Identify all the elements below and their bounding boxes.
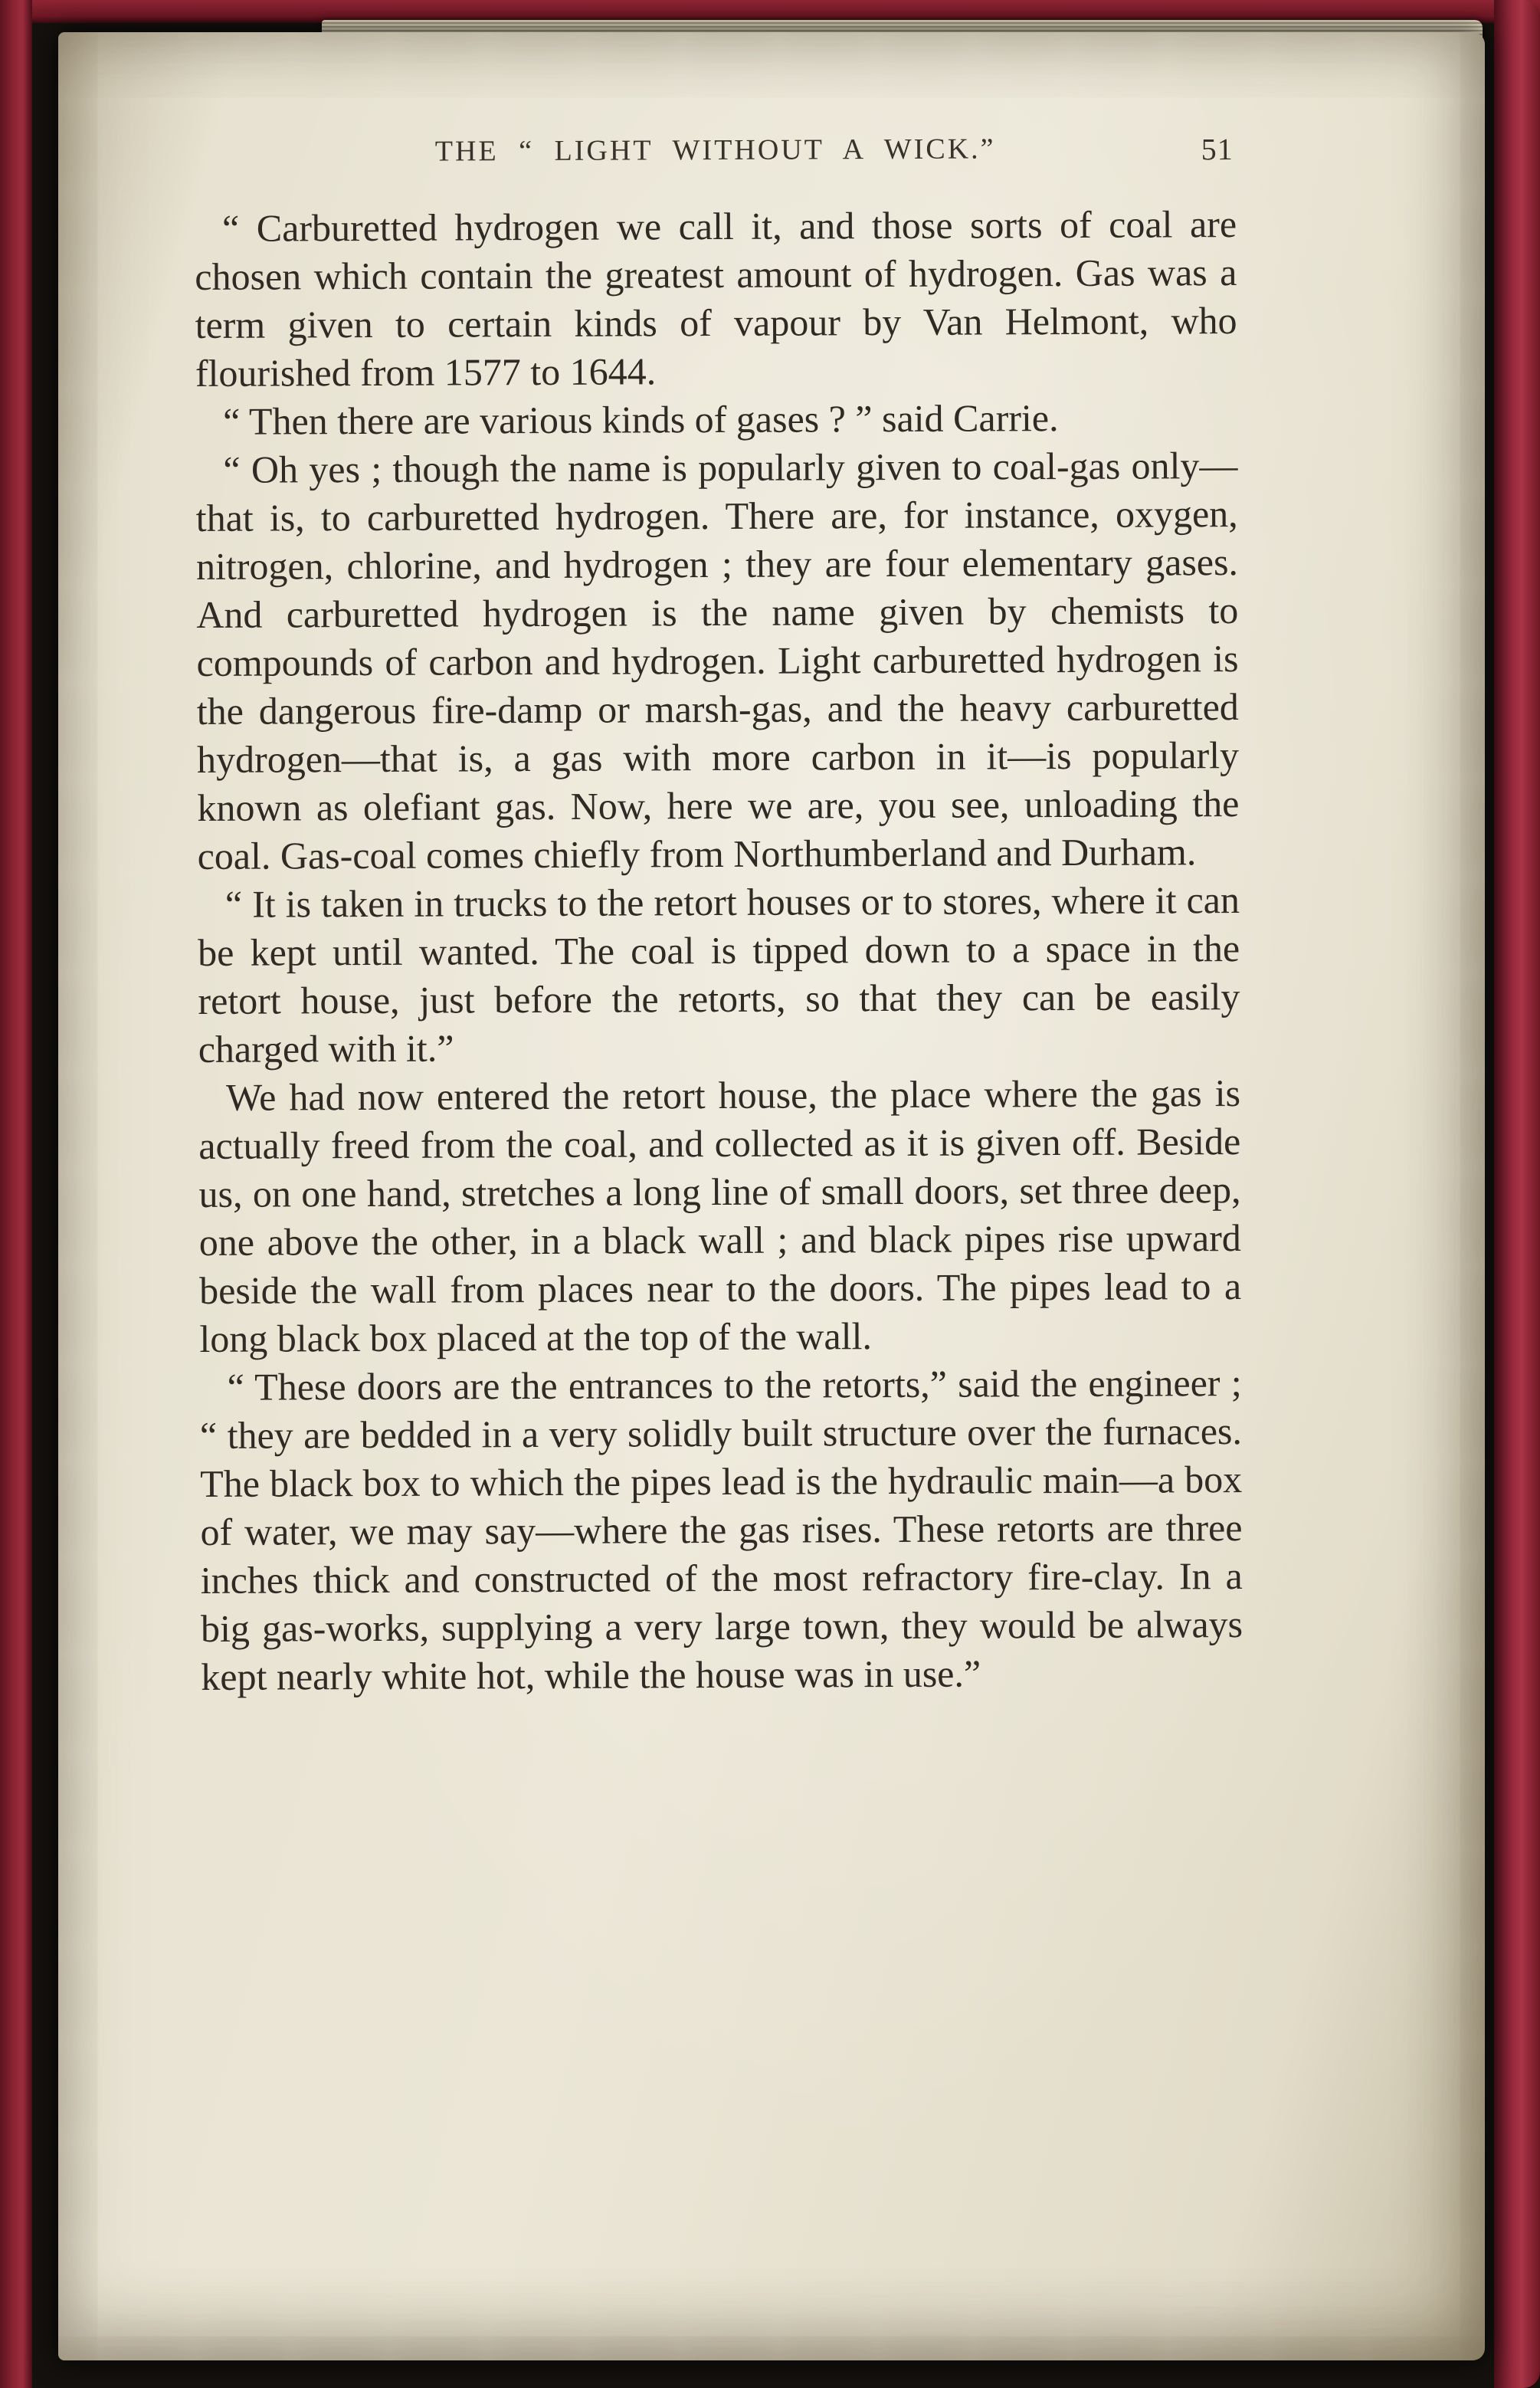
- paragraph-1: “ Carburetted hydrogen we call it, and those sorts of coal are chosen which contain the greatest amount of hydrogen. Gas was a term given to certain kinds of vapour by Van Helmont, who flourished from 1577 to 1644.: [195, 202, 1237, 395]
- running-title: THE “ LIGHT WITHOUT A WICK.”: [434, 133, 996, 168]
- paragraph-5: We had now entered the retort house, the place where the gas is actually freed from the coal, and collected as it is given off. Beside us, on one hand, stretches a long line of small doors, set three deep, one above the other, in a black wall ; and black pipes rise upward beside the wall from places near to the doors. The pipes lead to a long black box placed at the top of the wall.: [198, 1071, 1242, 1360]
- paragraph-6: “ These doors are the entrances to the retorts,” said the engineer ; “ they are bedded in a very solidly built structure over the furnaces. The black box to which the pipes lead is the hydraulic main—a box of water, we may say—where the gas rises. These retorts are three inches thick and constructed of the most refractory fire-clay. In a big gas-works, supplying a very large town, they would be always kept nearly white hot, while the house was in use.”: [199, 1361, 1243, 1698]
- page-content: [195, 131, 1243, 1701]
- page-body: [195, 200, 1243, 1701]
- paragraph-3: “ Oh yes ; though the name is popularly given to coal-gas only—that is, to carburetted hydrogen. There are, for instance, oxygen, nitrogen, chlorine, and hydrogen ; they are four elementary gases. And carburetted hydrogen is the name given by chemists to compounds of carbon and hydrogen. Light carburetted hydrogen is the dangerous fire-damp or marsh-gas, and the heavy carburetted hydrogen—that is, a gas with more carbon in it—is popularly known as olefiant gas. Now, here we are, you see, unloading the coal. Gas-coal comes chiefly from Northumberland and Durham.: [195, 444, 1240, 877]
- book-page: [58, 32, 1485, 2360]
- paragraph-2: “ Then there are various kinds of gases ? ” said Carrie.: [223, 396, 1059, 443]
- book-cover-edge-left: [0, 0, 32, 2388]
- book-cover-edge-right: [1494, 0, 1540, 2388]
- paragraph-4: “ It is taken in trucks to the retort houses or to stores, where it can be kept until wanted. The coal is tipped down to a space in the retort house, just before the retorts, so that they can be easily charged with it.”: [198, 878, 1240, 1071]
- page-number: 51: [1201, 132, 1234, 167]
- page-header: [195, 131, 1237, 194]
